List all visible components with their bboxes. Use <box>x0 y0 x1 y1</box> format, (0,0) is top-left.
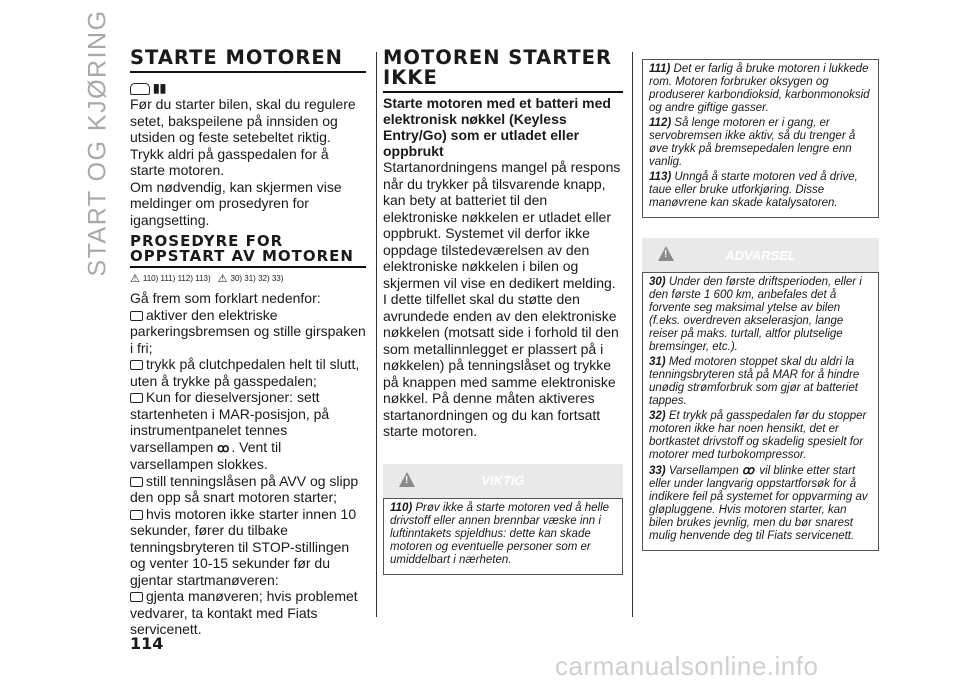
note-item <box>649 356 872 408</box>
title-rule <box>383 91 623 93</box>
bullet-icon <box>130 592 143 602</box>
step-text: trykk på clutchpedalen helt til slutt, uten å trykke på gasspedalen; <box>130 356 360 389</box>
note-text: vil blinke etter start eller under langvarig oppstartforsøk for å indikere feil på systemet for oppvarming av gløpluggene. Hvis motoren starter, kan bilen brukes jevnlig, men du bør snarest mulig henvende deg til Fiats servicenett. <box>649 465 868 542</box>
note-number: 33) <box>649 465 666 477</box>
warning-refs <box>130 270 366 286</box>
bullet-icon <box>130 393 143 403</box>
caution-banner <box>642 238 879 272</box>
caution-refs-b: 30) 31) 32) 33) <box>230 273 284 283</box>
glow-plug-icon: ꝏ <box>217 440 230 455</box>
note-item <box>649 117 872 169</box>
warning-triangle-icon: ⚠ <box>130 272 140 285</box>
note-text: Varsellampen <box>668 465 739 477</box>
title-rule <box>130 71 366 73</box>
note-text: Prøv ikke å starte motoren ved å helle drivstoff eller annen brennbar væske inn i luftinntakets spjeldhus: dette kan skade motoren og eventuelle personer som er umiddelbart i nærheten. <box>390 501 610 566</box>
column-divider <box>376 52 377 617</box>
step-text: Kun for dieselversjoner: sett startenheten i MAR-posisjon, på instrumentpanelet tennes varsellampen <box>130 389 330 455</box>
intro-text-2: Om nødvendig, kan skjermen vise meldinger om prosedyren for igangsetting. <box>130 178 342 228</box>
important-box <box>383 498 623 575</box>
caution-car-icon: ! <box>658 246 674 261</box>
column-3 <box>642 59 879 551</box>
note-number: 32) <box>649 410 666 422</box>
caution-box <box>642 272 879 551</box>
step-text: still tenningslåsen på AVV og slipp den opp så snart motoren starter; <box>130 472 359 505</box>
vehicle-icon-row <box>130 75 366 95</box>
bullet-icon <box>130 477 143 487</box>
procedure-step <box>130 307 366 357</box>
note-text: Det er farlig å bruke motoren i lukkede rom. Motoren forbruker oksygen og produserer karbondioksid, karbonmonoksid og andre giftige gasser. <box>649 63 870 114</box>
section-title: MOTOREN STARTER IKKE <box>383 46 613 89</box>
procedure-step <box>130 473 366 506</box>
page-number: 114 <box>130 634 164 653</box>
bars-icon: ▮▮ <box>153 81 167 95</box>
note-number: 112) <box>649 117 672 129</box>
important-label: VIKTIG <box>481 473 525 488</box>
column-2 <box>383 48 623 575</box>
note-item <box>390 502 616 567</box>
note-item <box>649 410 872 462</box>
side-tab <box>83 8 112 277</box>
procedure-step <box>130 506 366 589</box>
procedure-title: PROSEDYRE FOR OPPSTART AV MOTOREN <box>130 232 354 265</box>
intro-text: Før du starter bilen, skal du regulere setet, bakspeilene på innsiden og utsiden og feste setebeltet riktig. Trykk aldri på gasspedalen for å starte motoren. <box>130 96 356 178</box>
step-text: . Vent til varsellampen slokkes. <box>130 438 282 472</box>
important-banner <box>383 464 623 498</box>
procedure-step <box>130 588 366 638</box>
note-item <box>649 63 872 115</box>
procedure-rule <box>130 266 366 268</box>
note-text: Med motoren stoppet skal du aldri la tenningsbryteren stå på MAR for å hindre unødig strømforbruk som gjør at batteriet tappes. <box>649 356 860 407</box>
watermark: carmanualsonline.info <box>555 651 819 681</box>
car-icon <box>130 83 150 95</box>
side-tab-label: START OG KJØRING <box>83 8 112 277</box>
body-text: Startanordningens mangel på respons når du trykker på tilsvarende knapp, kan bety at batteriet til den elektroniske nøkkelen er utladet eller oppbrukt. Systemet vil derfor ikke oppdage tilstedeværelsen av den elektroniske nøkkelen i bilen og skjermen vil vise en dedikert melding. I dette tilfellet skal du støtte den avrundede enden av den elektroniske nøkkelen (motsatt side i forhold til den som metallinnlegget er plassert på i nøkkelen) på tenningslåset og trykke på knappen med samme elektroniske nøkkel. På denne måten aktiveres startanordningen og du kan fortsatt starte motoren. <box>383 159 621 439</box>
column-divider <box>632 52 633 617</box>
column-1 <box>130 48 366 638</box>
note-number: 30) <box>649 276 666 288</box>
note-text: Under den første driftsperioden, eller i den første 1 600 km, anbefales det å forvente seg maksimal ytelse av bilen (f.eks. overdreven akselerasjon, lange reiser på maks. turtall, altfor plutselige bremsinger, etc.). <box>649 276 862 353</box>
note-number: 113) <box>649 171 672 183</box>
bullet-icon <box>130 510 143 520</box>
bullet-icon <box>130 311 143 321</box>
warning-refs-a: 110) 111) 112) 113) <box>142 273 211 283</box>
warning-notes-box <box>642 59 879 218</box>
step-text: aktiver den elektriske parkeringsbremsen og stille girspaken i fri; <box>130 306 366 356</box>
note-number: 111) <box>649 63 671 75</box>
caution-label: ADVARSEL <box>725 247 796 263</box>
bullet-icon <box>130 360 143 370</box>
procedure-step <box>130 356 366 389</box>
note-text: Så lenge motoren er i gang, er servobremsen ikke aktiv, så du trenger å øve trykk på bremsepedalen lengre enn vanlig. <box>649 117 856 168</box>
note-text: Unngå å starte motoren ved å drive, taue eller bruke utforkjøring. Disse manøvrene kan skade katalysatoren. <box>649 171 858 209</box>
procedure-step <box>130 389 366 473</box>
note-item <box>649 171 872 210</box>
note-number: 31) <box>649 356 666 368</box>
section-title: STARTE MOTOREN <box>130 46 343 69</box>
glow-plug-icon: ꝏ <box>741 463 755 477</box>
note-number: 110) <box>390 501 413 514</box>
subsection-title: Starte motoren med et batteri med elektronisk nøkkel (Keyless Entry/Go) som er utladet eller oppbrukt <box>383 95 611 159</box>
caution-triangle-icon: ⚠ <box>217 272 228 285</box>
procedure-lead: Gå frem som forklart nedenfor: <box>130 290 321 306</box>
note-item <box>649 464 872 543</box>
note-text: Et trykk på gasspedalen før du stopper motoren ikke har noen hensikt, det er bortkastet drivstoff og skadelig spesielt for motorer med turbokompressor. <box>649 410 867 461</box>
warning-triangle-icon: ! <box>399 472 415 487</box>
note-item <box>649 276 872 354</box>
step-text: hvis motoren ikke starter innen 10 sekunder, fører du tilbake tenningsbryteren til STOP-stillingen og venter 10-15 sekunder før du gjentar startmanøveren: <box>130 505 357 588</box>
step-text: gjenta manøveren; hvis problemet vedvarer, ta kontakt med Fiats servicenett. <box>130 588 358 637</box>
